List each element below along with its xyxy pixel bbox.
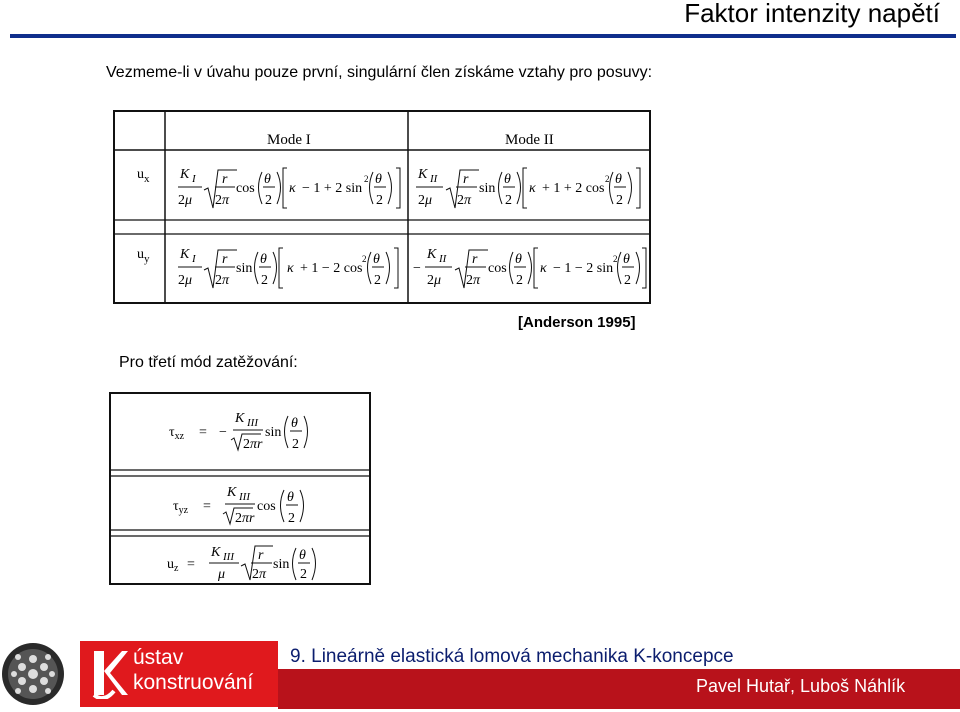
course-title: 9. Lineárně elastická lomová mechanika K-koncepce (290, 646, 734, 667)
svg-text:2: 2 (613, 254, 618, 264)
svg-text:− 1 + 2 sin: − 1 + 2 sin (302, 181, 363, 196)
authors-text: Pavel Hutař, Luboš Náhlík (696, 676, 906, 696)
svg-text:2π: 2π (215, 273, 230, 288)
uz-sub: z (174, 563, 179, 574)
svg-text:K: K (235, 411, 245, 426)
formula-tau-xz (169, 411, 308, 452)
page-title: Faktor intenzity napětí (684, 0, 940, 28)
tau-yz-sub: yz (178, 505, 189, 516)
svg-text:κ: κ (540, 261, 547, 276)
formula-tau-yz (173, 485, 304, 526)
formula-mode1-ux (178, 167, 400, 208)
svg-text:θ: θ (264, 172, 271, 187)
svg-text:II: II (439, 253, 447, 265)
svg-text:2: 2 (624, 273, 631, 288)
tau-xz-symbol: τ (169, 425, 175, 440)
mode-2-header: Mode II (505, 132, 554, 148)
svg-text:θ: θ (504, 172, 511, 187)
svg-text:κ: κ (287, 261, 294, 276)
svg-text:2: 2 (505, 193, 512, 208)
mode-1-header: Mode I (267, 132, 311, 148)
svg-text:K: K (418, 167, 428, 182)
svg-text:θ: θ (260, 252, 267, 267)
svg-text:K: K (180, 247, 190, 262)
svg-text:r: r (222, 172, 228, 187)
svg-text:I: I (192, 253, 196, 265)
svg-text:r: r (222, 252, 228, 267)
citation-label: [Anderson 1995] (518, 314, 636, 331)
svg-text:θ: θ (515, 252, 522, 267)
svg-text:2μ: 2μ (178, 193, 193, 208)
svg-text:θ: θ (287, 490, 294, 505)
svg-text:2: 2 (265, 193, 272, 208)
svg-text:− 1 − 2 sin: − 1 − 2 sin (553, 261, 614, 276)
svg-text:θ: θ (373, 252, 380, 267)
displacement-table-image (113, 110, 651, 304)
intro-text: Vezmeme-li v úvahu pouze první, singulární člen získáme vztahy pro posuvy: (106, 64, 653, 81)
svg-text:2π: 2π (457, 193, 472, 208)
svg-text:cos: cos (488, 261, 507, 276)
svg-text:2: 2 (300, 567, 307, 582)
svg-text:θ: θ (375, 172, 382, 187)
row-uy-sub: y (144, 253, 150, 265)
row-uy-label: u (137, 247, 144, 262)
svg-text:K: K (227, 485, 237, 500)
svg-text:−: − (219, 425, 227, 440)
svg-text:sin: sin (265, 425, 282, 440)
institute-name-line1: ústav (133, 646, 184, 669)
svg-text:+ 1 − 2 cos: + 1 − 2 cos (300, 261, 363, 276)
svg-text:I: I (192, 173, 196, 185)
title-underline (10, 34, 956, 38)
institute-name-line2: konstruování (133, 671, 254, 694)
svg-text:K: K (211, 545, 221, 560)
svg-text:2πr: 2πr (235, 511, 255, 526)
svg-text:2: 2 (516, 273, 523, 288)
svg-text:2μ: 2μ (427, 273, 442, 288)
svg-text:uy (137, 247, 150, 265)
third-mode-text: Pro třetí mód zatěžování: (119, 354, 298, 371)
svg-text:ux (137, 167, 150, 185)
svg-text:III: III (247, 417, 258, 429)
svg-text:τyz (173, 499, 189, 516)
svg-text:2: 2 (292, 437, 299, 452)
svg-text:sin: sin (236, 261, 253, 276)
formula-mode1-uy (178, 247, 398, 288)
svg-text:K: K (180, 167, 190, 182)
svg-text:=: = (203, 499, 211, 514)
institute-logo-icon (90, 647, 128, 699)
mode3-formula-image (109, 392, 371, 585)
svg-text:r: r (463, 172, 469, 187)
svg-text:θ: θ (623, 252, 630, 267)
svg-text:2π: 2π (466, 273, 481, 288)
svg-text:2: 2 (374, 273, 381, 288)
formula-mode2-uy (413, 247, 646, 288)
svg-text:2π: 2π (252, 567, 267, 582)
university-seal-logo (0, 641, 66, 707)
tau-xz-sub: xz (174, 431, 185, 442)
svg-text:III: III (239, 491, 250, 503)
svg-text:cos: cos (236, 181, 255, 196)
svg-text:r: r (258, 548, 264, 563)
svg-text:2: 2 (364, 174, 369, 184)
svg-text:=: = (187, 557, 195, 572)
svg-text:μ: μ (218, 567, 226, 582)
svg-text:II: II (430, 173, 438, 185)
svg-text:2πr: 2πr (243, 437, 263, 452)
svg-text:2: 2 (616, 193, 623, 208)
svg-text:cos: cos (257, 499, 276, 514)
svg-text:K: K (427, 247, 437, 262)
svg-text:2: 2 (376, 193, 383, 208)
svg-text:2π: 2π (215, 193, 230, 208)
svg-text:−: − (413, 261, 421, 276)
svg-text:2μ: 2μ (178, 273, 193, 288)
svg-text:κ: κ (289, 181, 296, 196)
row-ux-label: u (137, 167, 144, 182)
svg-text:2: 2 (261, 273, 268, 288)
row-ux-sub: x (144, 173, 150, 185)
svg-text:=: = (199, 425, 207, 440)
svg-text:sin: sin (273, 557, 290, 572)
formula-uz (167, 545, 316, 582)
svg-text:uz (167, 557, 179, 574)
svg-text:III: III (223, 551, 234, 563)
svg-text:r: r (472, 252, 478, 267)
svg-text:2: 2 (288, 511, 295, 526)
svg-text:+ 1 + 2 cos: + 1 + 2 cos (542, 181, 605, 196)
svg-text:κ: κ (529, 181, 536, 196)
svg-text:τxz (169, 425, 185, 442)
svg-text:2: 2 (362, 254, 367, 264)
svg-text:θ: θ (291, 416, 298, 431)
svg-text:2: 2 (605, 174, 610, 184)
formula-mode2-ux (416, 167, 640, 208)
uz-symbol: u (167, 557, 174, 572)
svg-text:sin: sin (479, 181, 496, 196)
svg-text:2μ: 2μ (418, 193, 433, 208)
svg-text:θ: θ (615, 172, 622, 187)
svg-text:θ: θ (299, 548, 306, 563)
tau-yz-symbol: τ (173, 499, 179, 514)
